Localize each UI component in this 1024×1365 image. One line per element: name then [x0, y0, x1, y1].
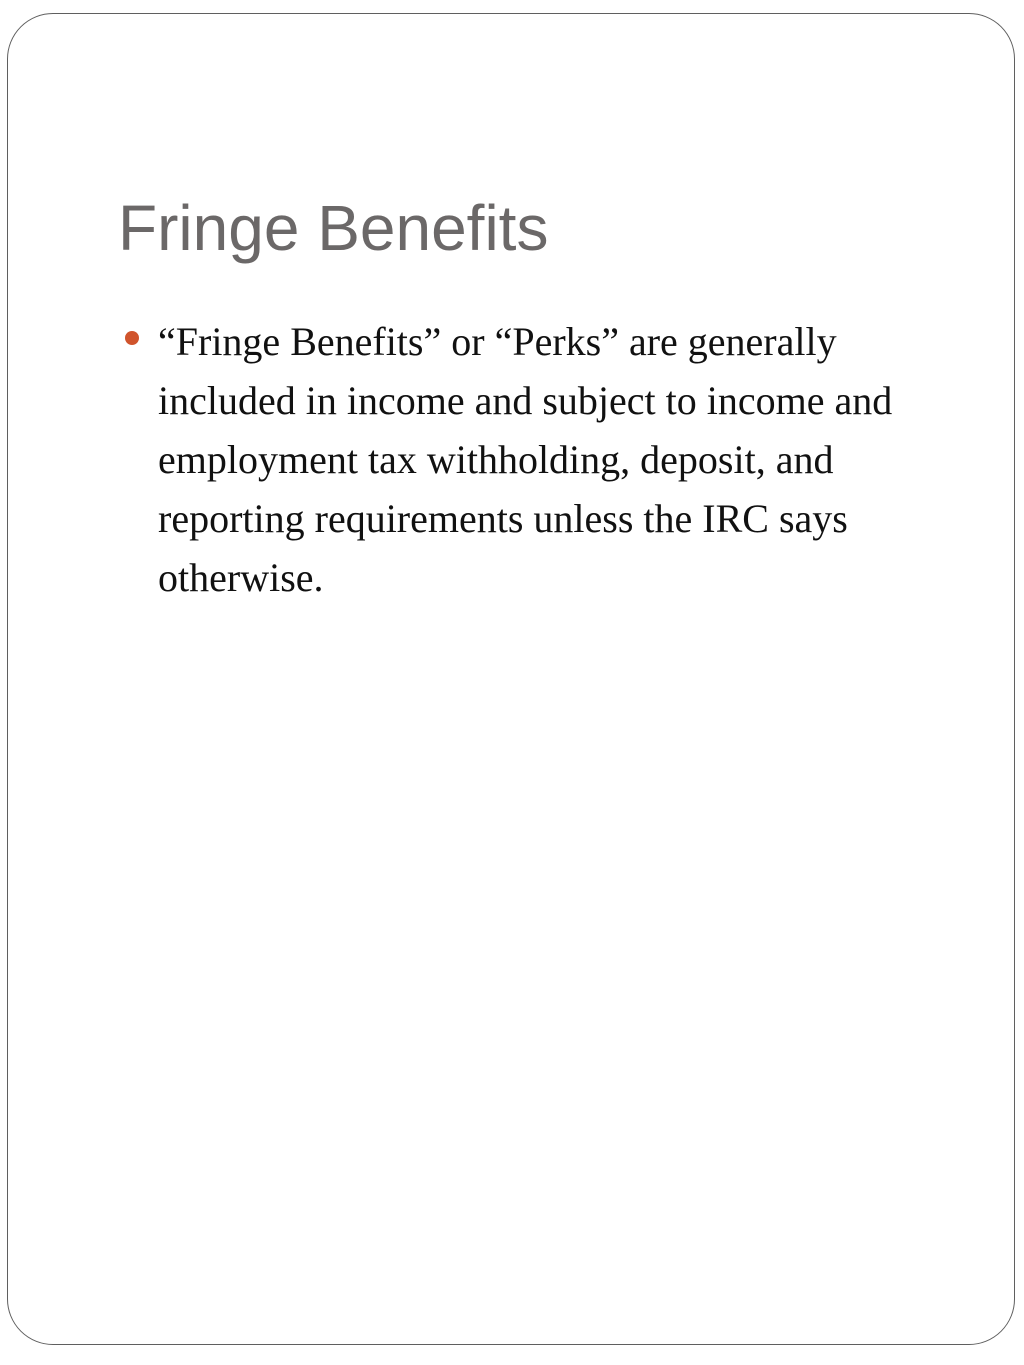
- slide-frame: [7, 13, 1015, 1345]
- bullet-dot-icon: [125, 331, 139, 345]
- bullet-list: [118, 312, 938, 607]
- bullet-item: [118, 312, 938, 607]
- slide-title: Fringe Benefits: [118, 192, 549, 264]
- bullet-text: “Fringe Benefits” or “Perks” are generally included in income and subject to income and employment tax withholding, deposit, and reporting requirements unless the IRC says otherwise.: [158, 319, 893, 600]
